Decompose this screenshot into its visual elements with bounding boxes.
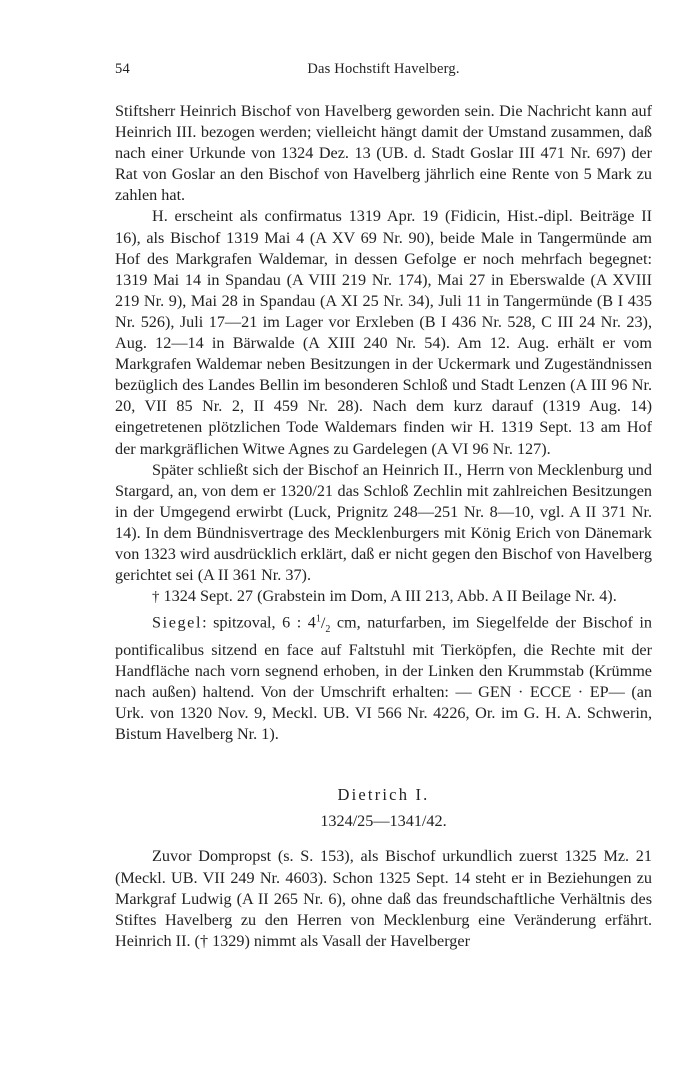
- paragraph-continuation: Stiftsherr Heinrich Bischof von Havelberg geworden sein. Die Nachricht kann auf Heinrich III. bezogen werden; vielleicht hängt damit der Umstand zusammen, daß nach einer Urkunde von 1324 Dez. 13 (UB. d. Stadt Goslar III 471 Nr. 697) der Rat von Goslar an den Bischof von Havelberg jährlich eine Rente von 5 Mark zu zahlen hat.: [115, 102, 652, 205]
- seal-text-a: : spitzoval, 6 : 4: [202, 613, 316, 632]
- fraction-numerator: 1: [315, 613, 321, 625]
- fraction: $^1/_2$: [315, 613, 331, 635]
- death-text: 1324 Sept. 27 (Grabstein im Dom, A III 213, Abb. A II Beilage Nr. 4).: [159, 587, 617, 606]
- dagger-symbol: †: [152, 589, 160, 606]
- paragraph-itinerary: H. erscheint als confirmatus 1319 Apr. 19 (Fidicin, Hist.-dipl. Beiträge II 16), als Bischof 1319 Mai 4 (A XV 69 Nr. 90), beide Male in Tangermünde am Hof des Markgrafen Waldemar, in dessen Gefolge er noch mehrfach begegnet: 1319 Mai 14 in Spandau (A VIII 219 Nr. 174), Mai 27 in Eberswalde (A XVIII 219 Nr. 9), Mai 28 in Spandau (A XI 25 Nr. 34), Juli 11 in Tangermünde (B I 435 Nr. 526), Juli 17—21 im Lager vor Erxleben (B I 436 Nr. 528, C III 24 Nr. 23), Aug. 12—14 in Bärwalde (A XIII 240 Nr. 54). Am 12. Aug. erhält er vom Markgrafen Waldemar neben Besitzungen in der Uckermark und Zugeständnissen bezüglich des Landes Bellin im besonderen Schloß und Stadt Lenzen (A III 96 Nr. 20, VII 85 Nr. 2, II 459 Nr. 28). Nach dem kurz darauf (1319 Aug. 14) eingetretenen plötzlichen Tode Waldemars finden wir H. 1319 Sept. 13 am Hof der markgräflichen Witwe Agnes zu Gardelegen (A VI 96 Nr. 127).: [115, 207, 652, 458]
- body-text: [115, 101, 652, 952]
- running-head: Das Hochstift Havelberg.: [307, 61, 460, 77]
- seal-label: Siegel: [152, 613, 203, 632]
- page-header: [115, 61, 652, 81]
- section-title: Dietrich I.: [337, 785, 430, 805]
- seal-text-b: cm, naturfarben, im Siegelfelde der Bischof in pontificalibus sitzend en face auf Faltstuhl mit Tierköpfen, die Rechte mit der Handfläche nach vorn segnend erhoben, in der Linken den Krummstab (Krümme nach außen) haltend. Von der Umschrift erhalten: — GEN · ECCE · EP— (an Urk. von 1320 Nov. 9, Meckl. UB. VI 566 Nr. 4226, Or. im G. H. A. Schwerin, Bistum Havelberg Nr. 1).: [115, 613, 652, 744]
- paragraph-seal: [115, 608, 652, 745]
- section-dates: 1324/25—1341/42.: [320, 812, 447, 831]
- page-number: 54: [115, 61, 130, 77]
- paragraph-death: [115, 586, 652, 608]
- paragraph-dietrich: Zuvor Dompropst (s. S. 153), als Bischof urkundlich zuerst 1325 Mz. 21 (Meckl. UB. VII 249 Nr. 4603). Schon 1325 Sept. 14 steht er in Beziehungen zu Markgraf Ludwig (A II 265 Nr. 6), ohne daß das freundschaftliche Verhältnis des Stiftes Havelberg zu den Herren von Mecklenburg eine Veränderung erfährt. Heinrich II. († 1329) nimmt als Vasall der Havelberger: [115, 847, 652, 950]
- fraction-denominator: 2: [325, 623, 331, 635]
- paragraph-mecklenburg: Später schließt sich der Bischof an Heinrich II., Herrn von Mecklenburg und Stargard, an, von dem er 1320/21 das Schloß Zechlin mit zahlreichen Besitzungen in der Umgegend erwirbt (Luck, Prignitz 248—251 Nr. 8—10, vgl. A II 371 Nr. 14). In dem Bündnisvertrage des Mecklenburgers mit König Erich von Dänemark von 1323 wird ausdrücklich erklärt, daß er nicht gegen den Bischof von Havelberg gerichtet sei (A II 361 Nr. 37).: [115, 460, 652, 585]
